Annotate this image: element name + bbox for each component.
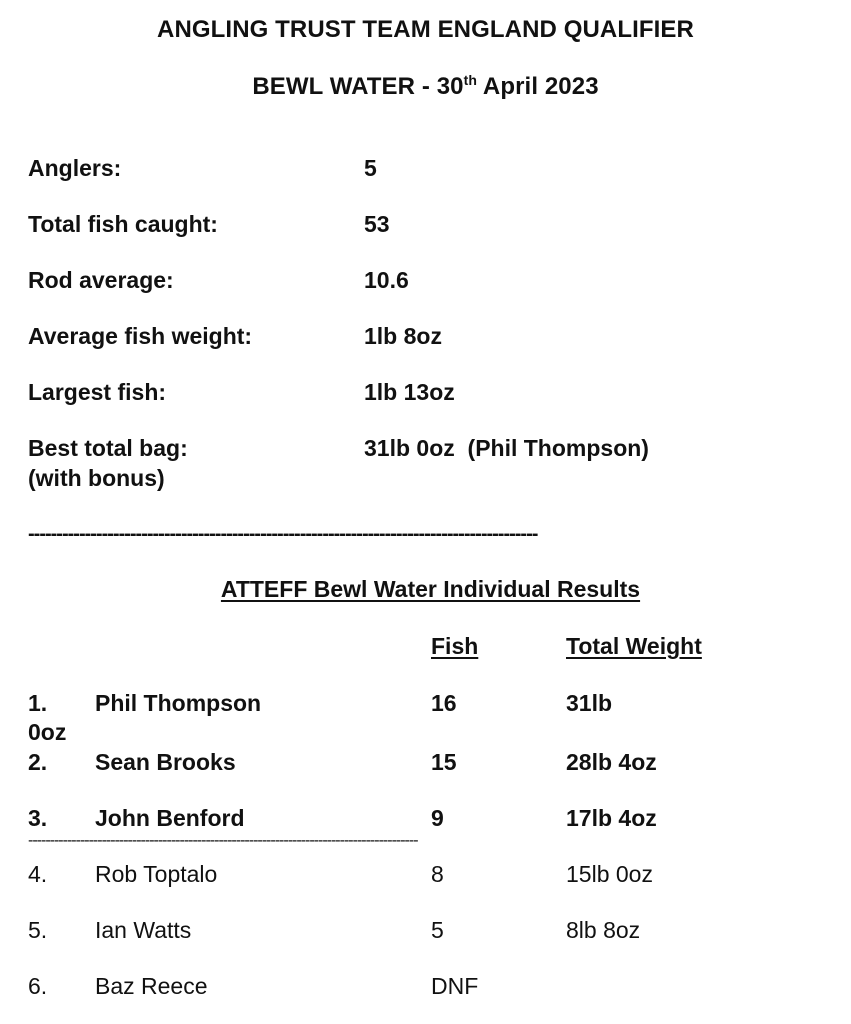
- table-row-rank: 5.: [28, 917, 48, 943]
- stat-value-avg-weight: 1lb 8oz: [364, 323, 442, 349]
- table-row-fish: 16: [431, 690, 457, 716]
- table-row-weight: 8lb 8oz: [566, 917, 641, 943]
- table-row-name: Baz Reece: [95, 973, 208, 999]
- stat-label-largest-fish: Largest fish:: [28, 379, 167, 405]
- table-row-fish: 8: [431, 861, 444, 887]
- stat-label-anglers: Anglers:: [28, 155, 122, 181]
- stat-label-total-fish: Total fish caught:: [28, 211, 218, 237]
- table-row-rank: 4.: [28, 861, 48, 887]
- table-row-weight: 28lb 4oz: [566, 749, 657, 775]
- table-row-rank-wrap: 0oz: [28, 719, 67, 745]
- venue-prefix: BEWL WATER - 30: [252, 73, 464, 100]
- stat-value-best-bag: 31lb 0oz (Phil Thompson): [364, 435, 649, 461]
- section-divider: ------------------------------------------------------------------------------------------: [28, 523, 538, 545]
- table-row-name: Ian Watts: [95, 917, 192, 943]
- podium-divider: ------------------------------------------------------------------------------------------: [28, 832, 418, 849]
- stat-label-best-bag: Best total bag:: [28, 435, 188, 461]
- table-row-name: Sean Brooks: [95, 749, 236, 775]
- table-row-fish: DNF: [431, 973, 479, 999]
- stat-label-rod-average: Rod average:: [28, 267, 174, 293]
- table-row-weight: 17lb 4oz: [566, 805, 657, 831]
- date-suffix: th: [463, 72, 478, 88]
- venue-suffix: April 2023: [477, 73, 599, 100]
- table-row-name: Phil Thompson: [95, 690, 262, 716]
- table-row-name: Rob Toptalo: [95, 861, 218, 887]
- results-heading: ATTEFF Bewl Water Individual Results: [220, 576, 641, 602]
- column-header-weight: Total Weight: [566, 633, 702, 659]
- table-row-name: John Benford: [95, 805, 245, 831]
- table-row-fish: 5: [431, 917, 444, 943]
- stat-value-anglers: 5: [364, 155, 377, 181]
- table-row-weight: 31lb: [566, 690, 613, 716]
- table-row-fish: 9: [431, 805, 444, 831]
- table-row-rank: 2.: [28, 749, 48, 775]
- venue-date-heading: [0, 72, 851, 101]
- column-header-fish: Fish: [431, 633, 479, 659]
- stat-label-avg-weight: Average fish weight:: [28, 323, 253, 349]
- stat-value-total-fish: 53: [364, 211, 390, 237]
- table-row-rank: 3.: [28, 805, 48, 831]
- table-row-rank: 6.: [28, 973, 48, 999]
- stat-value-rod-average: 10.6: [364, 267, 409, 293]
- page-title: ANGLING TRUST TEAM ENGLAND QUALIFIER: [157, 16, 694, 43]
- table-row-fish: 15: [431, 749, 457, 775]
- table-row-weight: 15lb 0oz: [566, 861, 653, 887]
- table-row-rank: 1.: [28, 690, 48, 716]
- stat-value-largest-fish: 1lb 13oz: [364, 379, 455, 405]
- stat-label-best-bag-note: (with bonus): [28, 465, 165, 491]
